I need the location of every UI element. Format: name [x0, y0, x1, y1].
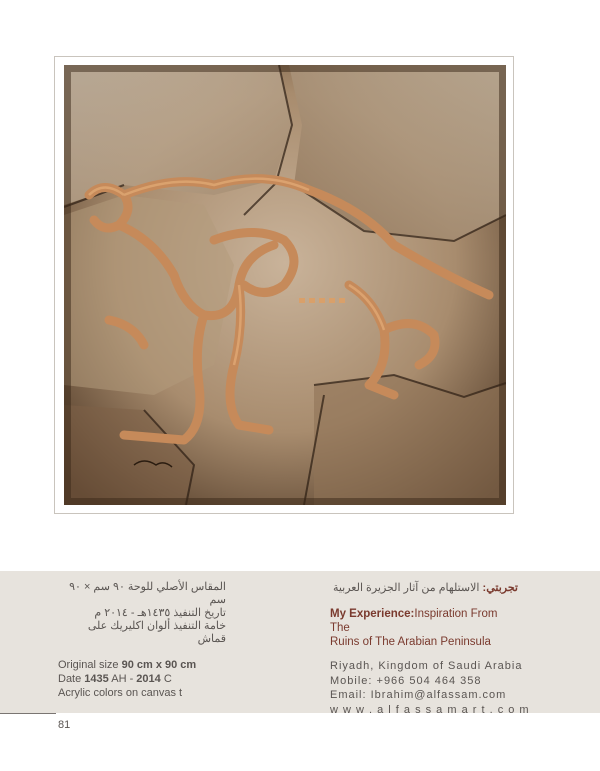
project-title-en-bold: My Experience:: [330, 608, 415, 620]
artwork-details: [58, 581, 278, 700]
project-info: [330, 581, 530, 717]
date-en-prefix: Date: [58, 673, 85, 685]
contact-mobile: Mobile: +966 504 464 358: [330, 674, 482, 687]
project-title-ar-lead: تجربتي:: [482, 582, 518, 594]
contact-block: [330, 659, 530, 717]
project-title-en-rest: Inspiration From The: [330, 608, 498, 634]
date-en-hijri: 1435: [84, 673, 109, 685]
size-en-prefix: Original size: [58, 659, 122, 671]
contact-website[interactable]: w w w . a l f a s s a m a r t . c o m: [330, 703, 530, 716]
page-number: 81: [58, 719, 71, 731]
page-number-rule: [0, 713, 56, 714]
painting-image: [64, 65, 506, 505]
size-en-value: 90 cm x 90 cm: [121, 659, 197, 671]
project-title-en-line2: Ruins of The Arabian Peninsula: [330, 636, 491, 648]
contact-email[interactable]: Email: Ibrahim@alfassam.com: [330, 689, 507, 701]
date-ar: تاريخ التنفيذ ١٤٣٥هـ - ٢٠١٤ م: [94, 607, 226, 619]
date-en-greg: 2014: [136, 673, 161, 685]
date-en-suffix: C: [160, 673, 172, 685]
medium-en: Acrylic colors on canvas t: [58, 687, 183, 699]
project-title-ar: [330, 581, 518, 595]
contact-location: Riyadh, Kingdom of Saudi Arabia: [330, 660, 523, 672]
size-en: [58, 658, 278, 672]
medium-ar: خامة التنفيذ ألوان اكليريك على قماش: [87, 620, 226, 645]
size-ar: المقاس الأصلي للوحة ٩٠ سم × ٩٠ سم: [69, 581, 226, 606]
date-en-mid: AH -: [108, 673, 137, 685]
project-title-en: [330, 607, 518, 649]
artwork-details-ar: [58, 581, 226, 646]
date-en: [58, 672, 278, 686]
artwork-details-en: [58, 658, 278, 700]
project-title-ar-rest: الاستلهام من آثار الجزيرة العربية: [332, 582, 483, 594]
